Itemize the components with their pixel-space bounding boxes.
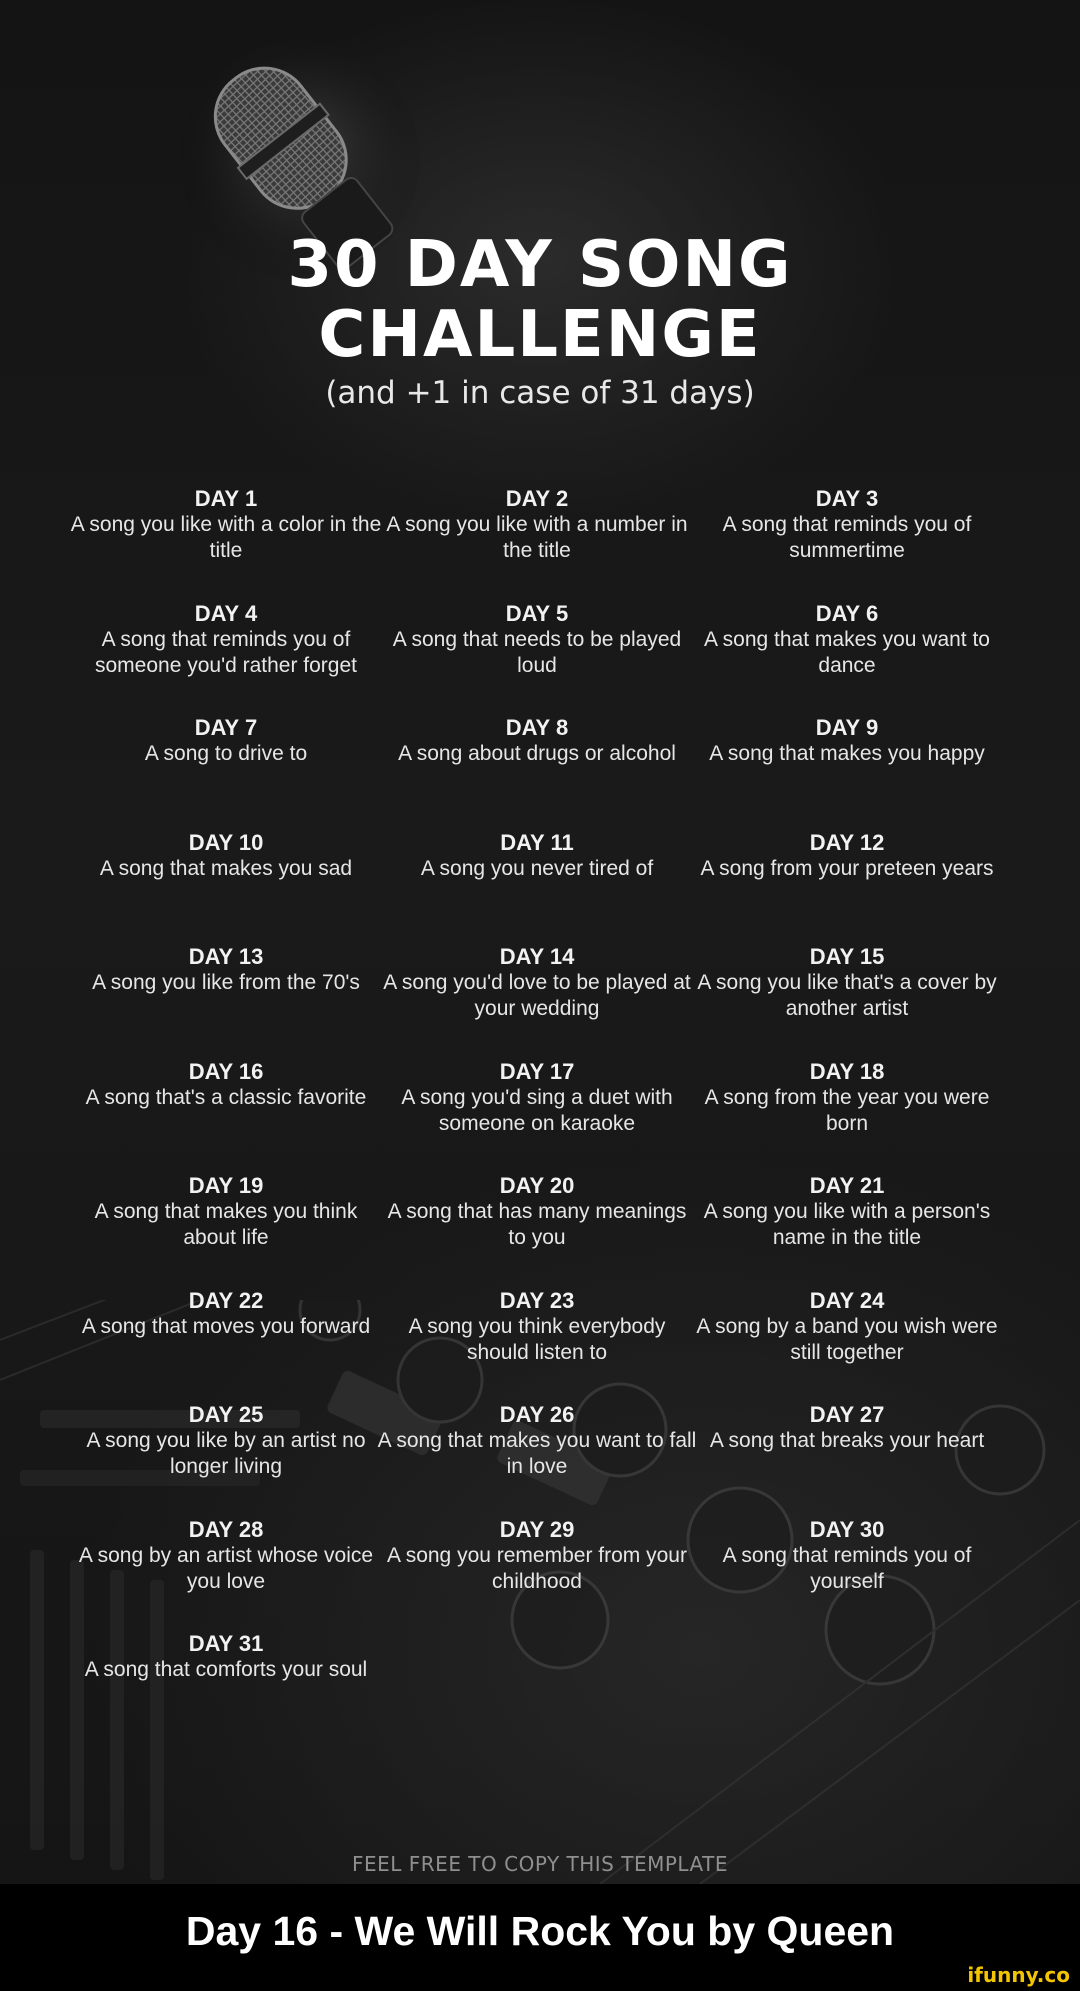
- day-label: DAY 10: [188, 829, 264, 855]
- day-prompt: A song you like with a person's name in the title: [703, 1200, 991, 1249]
- day-item: [66, 1288, 386, 1340]
- challenge-subtitle: (and +1 in case of 31 days): [325, 375, 755, 411]
- day-item: [687, 486, 1007, 564]
- day-item: [377, 1173, 697, 1251]
- day-prompt: A song that makes you want to dance: [703, 627, 990, 677]
- day-prompt: A song that's a classic favorite: [85, 1085, 367, 1109]
- day-label: DAY 20: [499, 1173, 575, 1198]
- day-label: DAY 2: [505, 486, 569, 511]
- template-note: FEEL FREE TO COPY THIS TEMPLATE: [352, 1852, 728, 1876]
- day-item: [377, 486, 697, 564]
- day-item: [377, 944, 697, 1022]
- ifunny-watermark: ifunny.co: [967, 1963, 1070, 1987]
- day-item: [687, 1059, 1007, 1137]
- challenge-title-line-2: CHALLENGE: [318, 298, 762, 372]
- day-item: [687, 715, 1007, 767]
- day-item: [66, 601, 386, 679]
- day-prompt: A song you like with a number in the title: [386, 513, 688, 562]
- day-item: [66, 486, 386, 564]
- day-label: DAY 6: [815, 600, 879, 626]
- day-prompt: A song that makes you want to fall in love: [377, 1429, 697, 1478]
- day-item: [66, 1173, 386, 1251]
- day-item: [687, 1288, 1007, 1366]
- day-item: [66, 1059, 386, 1111]
- day-item: [66, 1631, 386, 1683]
- day-label: DAY 28: [188, 1516, 264, 1542]
- day-label: DAY 31: [188, 1631, 264, 1656]
- day-prompt: A song about drugs or alcohol: [398, 742, 676, 765]
- day-item: [66, 715, 386, 767]
- day-prompt: A song you like from the 70's: [92, 971, 360, 994]
- day-label: DAY 14: [499, 944, 575, 969]
- day-item: [377, 1059, 697, 1137]
- day-label: DAY 24: [809, 1287, 885, 1313]
- day-prompt: A song you remember from your childhood: [387, 1543, 687, 1593]
- day-item: [66, 1517, 386, 1595]
- day-item: [377, 1517, 697, 1595]
- day-prompt: A song that reminds you of yourself: [722, 1543, 972, 1593]
- day-prompt: A song that moves you forward: [81, 1314, 371, 1338]
- day-item: [687, 830, 1007, 882]
- day-item: [687, 1173, 1007, 1251]
- day-item: [377, 1402, 697, 1480]
- day-item: [377, 715, 697, 767]
- day-label: DAY 4: [194, 600, 258, 626]
- day-prompt: A song by a band you wish were still together: [696, 1314, 998, 1364]
- day-label: DAY 30: [809, 1516, 885, 1542]
- day-prompt: A song that makes you sad: [99, 856, 353, 880]
- day-prompt: A song that has many meanings to you: [387, 1200, 687, 1249]
- day-label: DAY 29: [499, 1516, 575, 1542]
- day-label: DAY 9: [815, 715, 879, 740]
- day-item: [687, 1517, 1007, 1595]
- day-label: DAY 3: [815, 486, 879, 511]
- day-label: DAY 19: [188, 1173, 264, 1198]
- day-label: DAY 22: [188, 1287, 264, 1313]
- day-label: DAY 18: [809, 1058, 885, 1084]
- day-item: [377, 601, 697, 679]
- day-label: DAY 7: [194, 715, 258, 740]
- day-prompt: A song that reminds you of someone you'd rather forget: [95, 627, 357, 677]
- day-prompt: A song that makes you happy: [709, 742, 985, 765]
- day-prompt: A song that reminds you of summertime: [722, 513, 972, 562]
- caption-bar: [0, 1884, 1080, 1991]
- day-item: [66, 944, 386, 996]
- day-item: [687, 601, 1007, 679]
- day-item: [377, 830, 697, 882]
- day-label: DAY 5: [505, 600, 569, 626]
- day-label: DAY 13: [188, 944, 264, 969]
- day-label: DAY 15: [809, 944, 885, 969]
- day-prompt: A song you'd love to be played at your wedding: [383, 971, 691, 1020]
- day-label: DAY 23: [499, 1287, 575, 1313]
- day-prompt: A song that comforts your soul: [84, 1658, 368, 1681]
- day-prompt: A song that needs to be played loud: [392, 627, 682, 677]
- challenge-title-line-1: 30 DAY SONG: [287, 228, 793, 302]
- day-label: DAY 12: [809, 829, 885, 855]
- day-item: [377, 1288, 697, 1366]
- day-item: [66, 1402, 386, 1480]
- day-prompt: A song you like that's a cover by another artist: [697, 971, 997, 1020]
- day-item: [687, 1402, 1007, 1454]
- day-prompt: A song that makes you think about life: [94, 1200, 358, 1249]
- day-prompt: A song you never tired of: [420, 856, 654, 880]
- mixer-sliders: [30, 1550, 164, 1880]
- day-item: [66, 830, 386, 882]
- day-label: DAY 26: [499, 1402, 575, 1427]
- day-item: [687, 944, 1007, 1022]
- day-label: DAY 17: [499, 1058, 575, 1084]
- day-prompt: A song you'd sing a duet with someone on karaoke: [401, 1085, 673, 1135]
- day-prompt: A song by an artist whose voice you love: [78, 1543, 374, 1593]
- day-label: DAY 27: [809, 1402, 885, 1427]
- day-label: DAY 16: [188, 1058, 264, 1084]
- meme-caption: Day 16 - We Will Rock You by Queen: [185, 1908, 895, 1954]
- day-label: DAY 25: [188, 1402, 264, 1427]
- day-label: DAY 21: [809, 1173, 885, 1198]
- day-prompt: A song from the year you were born: [704, 1085, 990, 1135]
- day-prompt: A song you like with a color in the title: [70, 513, 382, 562]
- day-label: DAY 8: [505, 715, 569, 740]
- day-prompt: A song you like by an artist no longer living: [86, 1429, 366, 1478]
- day-prompt: A song from your preteen years: [700, 856, 994, 880]
- day-prompt: A song that breaks your heart: [709, 1429, 985, 1452]
- day-label: DAY 1: [194, 486, 258, 511]
- day-label: DAY 11: [500, 829, 574, 855]
- day-prompt: A song to drive to: [144, 742, 308, 765]
- day-prompt: A song you think everybody should listen to: [408, 1314, 666, 1364]
